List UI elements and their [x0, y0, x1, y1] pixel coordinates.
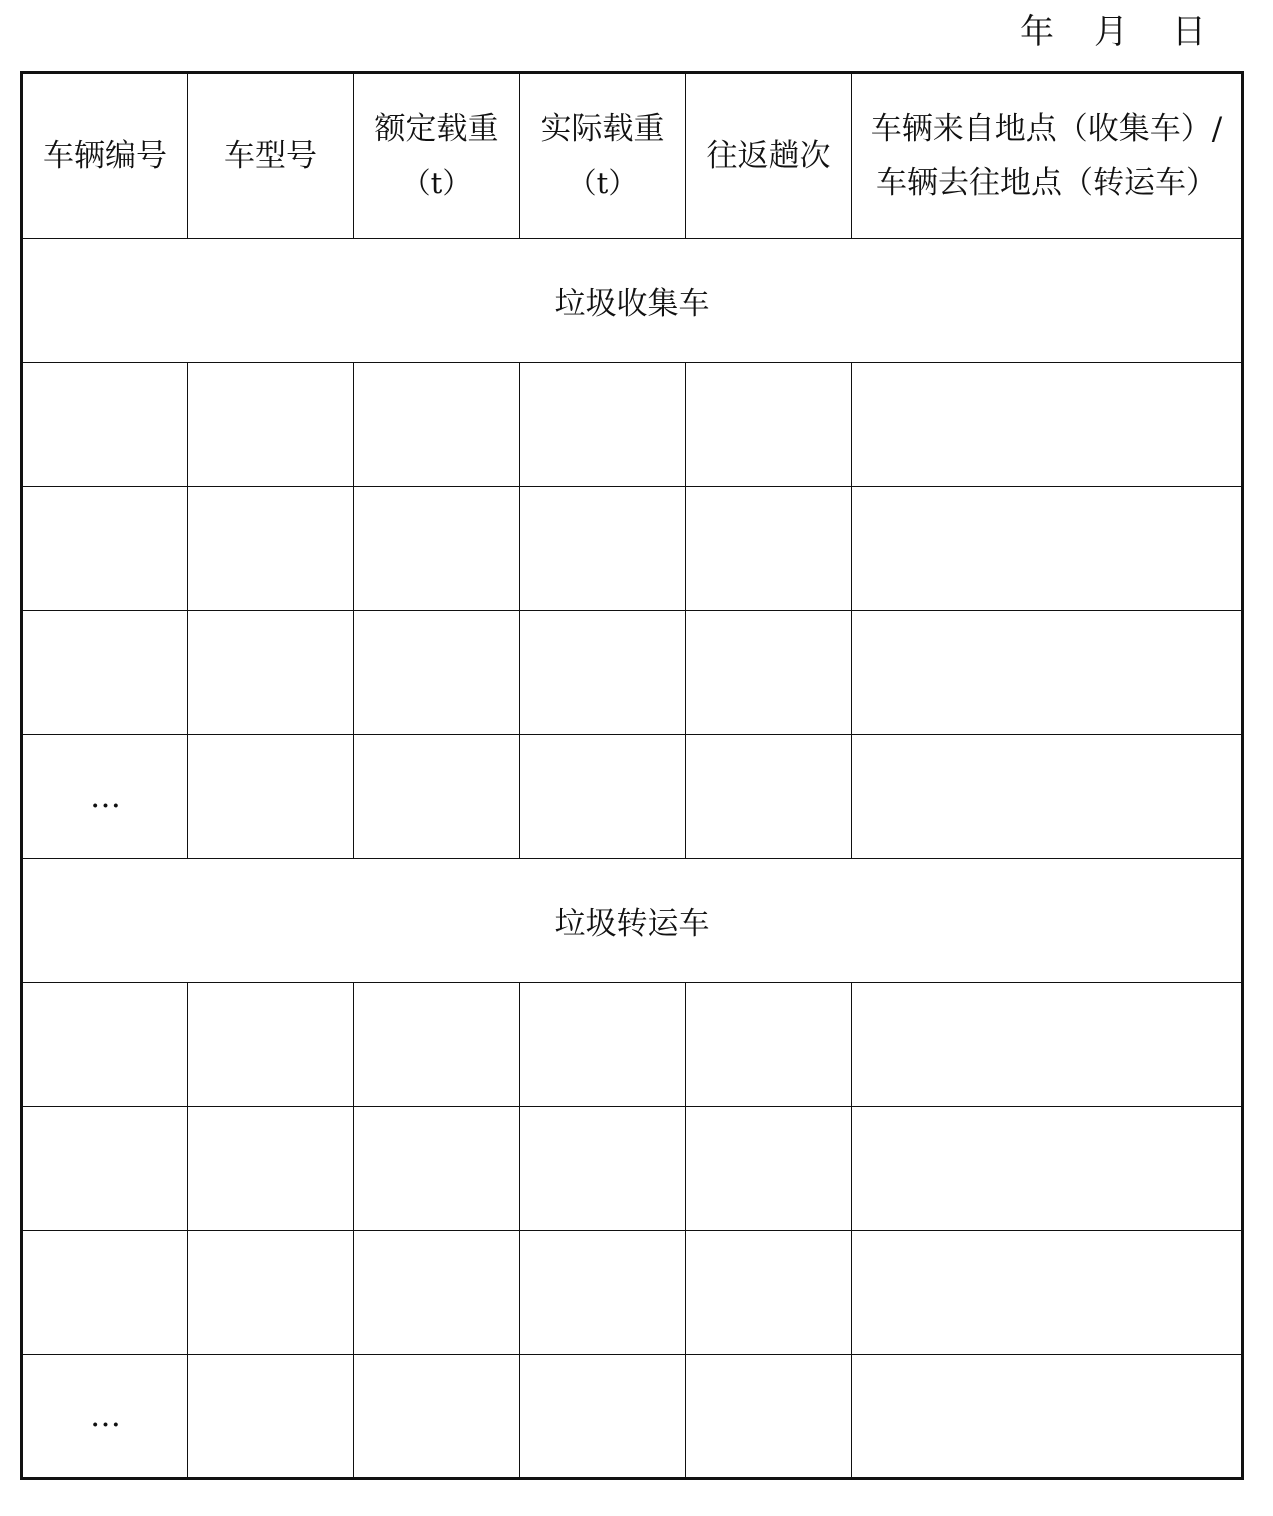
header-location-to: 车辆去往地点（转运车） — [876, 165, 1217, 201]
cell-rated-load[interactable] — [354, 735, 520, 859]
date-line — [1012, 10, 1212, 54]
section-title-transfer: 垃圾转运车 — [22, 859, 1243, 983]
cell-round-trips[interactable] — [686, 1107, 852, 1231]
table-row-continuation — [22, 735, 1243, 859]
table-header-row — [22, 73, 1243, 239]
cell-location[interactable] — [852, 1355, 1243, 1479]
section-row-collection — [22, 239, 1243, 363]
cell-actual-load[interactable] — [520, 1355, 686, 1479]
cell-actual-load[interactable] — [520, 1231, 686, 1355]
cell-round-trips[interactable] — [686, 1231, 852, 1355]
table-row — [22, 487, 1243, 611]
cell-vehicle-no[interactable] — [22, 1107, 188, 1231]
table-row — [22, 1107, 1243, 1231]
cell-vehicle-model[interactable] — [188, 363, 354, 487]
cell-actual-load[interactable] — [520, 487, 686, 611]
cell-rated-load[interactable] — [354, 1355, 520, 1479]
header-actual-load-unit: （t） — [567, 166, 638, 200]
cell-vehicle-model[interactable] — [188, 1107, 354, 1231]
cell-round-trips[interactable] — [686, 611, 852, 735]
cell-round-trips[interactable] — [686, 735, 852, 859]
continuation-ellipsis-collection: … — [22, 735, 188, 859]
section-title-collection: 垃圾收集车 — [22, 239, 1243, 363]
cell-actual-load[interactable] — [520, 735, 686, 859]
cell-location[interactable] — [852, 611, 1243, 735]
cell-vehicle-no[interactable] — [22, 1231, 188, 1355]
continuation-ellipsis-transfer: … — [22, 1355, 188, 1479]
header-vehicle-model: 车型号 — [188, 73, 354, 239]
date-month-label: 月 — [1094, 12, 1128, 52]
cell-vehicle-model[interactable] — [188, 983, 354, 1107]
vehicle-log-table — [20, 71, 1244, 1480]
table-row-continuation — [22, 1355, 1243, 1479]
cell-location[interactable] — [852, 363, 1243, 487]
cell-actual-load[interactable] — [520, 1107, 686, 1231]
cell-round-trips[interactable] — [686, 983, 852, 1107]
header-round-trips: 往返趟次 — [686, 73, 852, 239]
cell-location[interactable] — [852, 1231, 1243, 1355]
section-row-transfer — [22, 859, 1243, 983]
date-day-label: 日 — [1172, 12, 1206, 52]
cell-vehicle-no[interactable] — [22, 983, 188, 1107]
cell-rated-load[interactable] — [354, 983, 520, 1107]
date-year-label: 年 — [1020, 12, 1054, 52]
cell-vehicle-model[interactable] — [188, 1231, 354, 1355]
cell-rated-load[interactable] — [354, 363, 520, 487]
cell-actual-load[interactable] — [520, 983, 686, 1107]
header-actual-load-label: 实际载重 — [540, 111, 665, 147]
table-row — [22, 363, 1243, 487]
header-rated-load — [354, 73, 520, 239]
cell-rated-load[interactable] — [354, 487, 520, 611]
header-location-from: 车辆来自地点（收集车）/ — [870, 111, 1223, 147]
cell-vehicle-no[interactable] — [22, 487, 188, 611]
cell-location[interactable] — [852, 735, 1243, 859]
cell-actual-load[interactable] — [520, 611, 686, 735]
cell-round-trips[interactable] — [686, 1355, 852, 1479]
table-row — [22, 1231, 1243, 1355]
header-location — [852, 73, 1243, 239]
cell-location[interactable] — [852, 1107, 1243, 1231]
cell-rated-load[interactable] — [354, 1107, 520, 1231]
cell-vehicle-model[interactable] — [188, 735, 354, 859]
cell-location[interactable] — [852, 487, 1243, 611]
cell-rated-load[interactable] — [354, 611, 520, 735]
table-row — [22, 983, 1243, 1107]
header-rated-load-label: 额定载重 — [374, 111, 499, 147]
cell-rated-load[interactable] — [354, 1231, 520, 1355]
cell-location[interactable] — [852, 983, 1243, 1107]
cell-round-trips[interactable] — [686, 487, 852, 611]
cell-vehicle-no[interactable] — [22, 611, 188, 735]
header-vehicle-no: 车辆编号 — [22, 73, 188, 239]
cell-vehicle-no[interactable] — [22, 363, 188, 487]
cell-vehicle-model[interactable] — [188, 487, 354, 611]
cell-vehicle-model[interactable] — [188, 611, 354, 735]
table-row — [22, 611, 1243, 735]
cell-actual-load[interactable] — [520, 363, 686, 487]
header-rated-load-unit: （t） — [401, 166, 472, 200]
cell-round-trips[interactable] — [686, 363, 852, 487]
cell-vehicle-model[interactable] — [188, 1355, 354, 1479]
header-actual-load — [520, 73, 686, 239]
